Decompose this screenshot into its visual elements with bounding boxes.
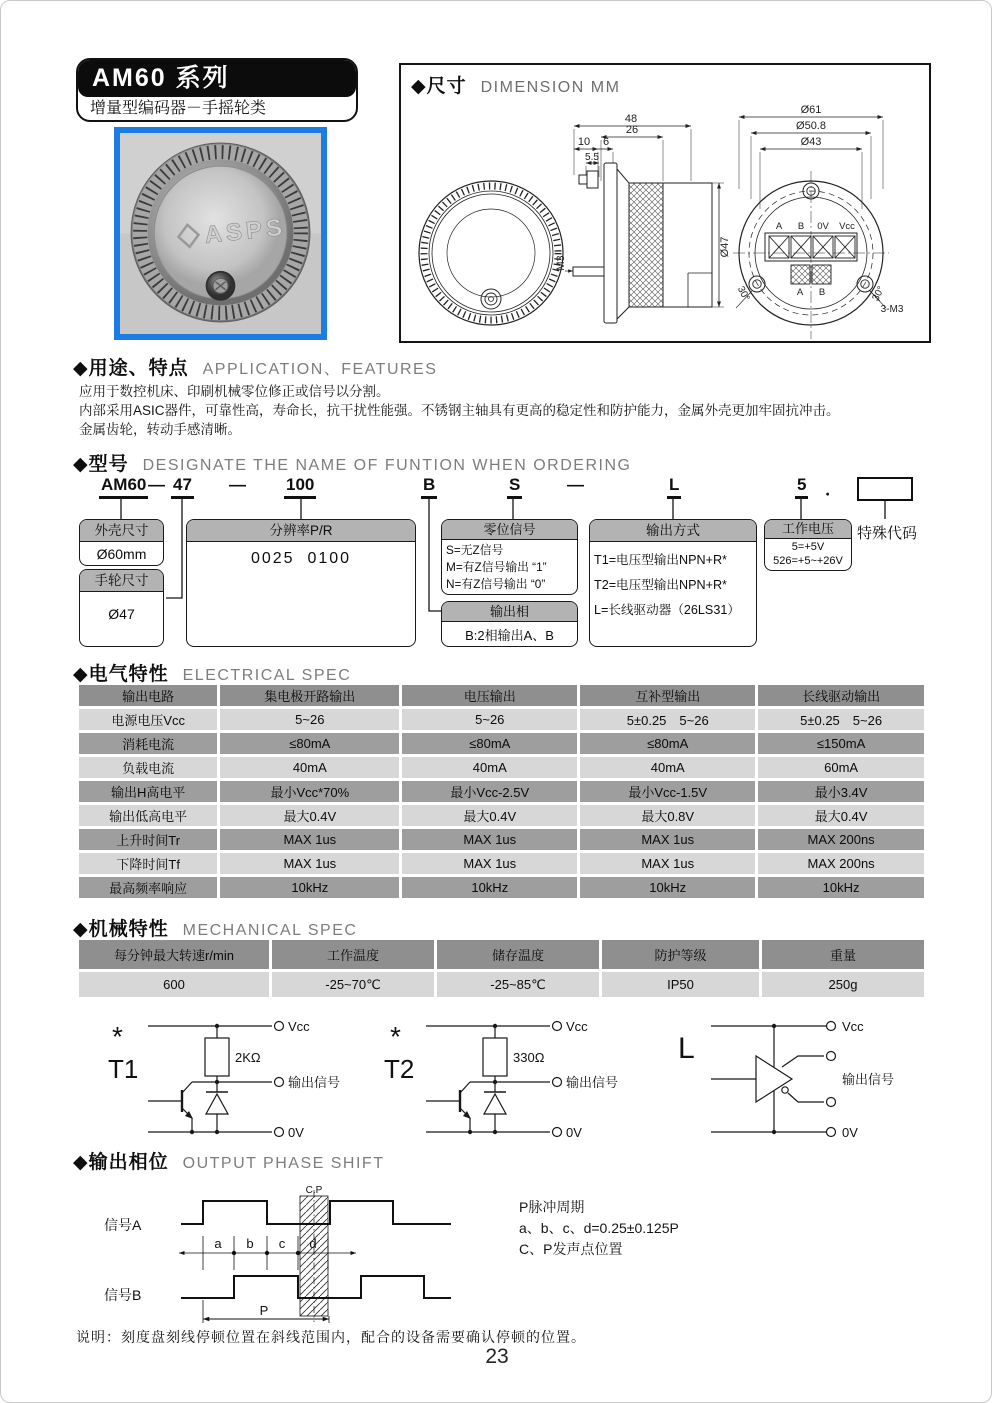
signal-a-label: 信号A — [104, 1217, 142, 1233]
ordering-box-voltage — [764, 519, 852, 571]
code-dash-1: — — [148, 475, 165, 494]
t2-label: T2 — [384, 1054, 415, 1084]
electrical-header-row — [79, 685, 924, 706]
cell: 60mA — [758, 757, 924, 778]
marker-d: d — [309, 1236, 317, 1251]
table-row — [79, 781, 924, 802]
cell: 最大0.8V — [580, 805, 755, 826]
cell: MAX 1us — [402, 829, 577, 850]
zero-option-n: N=有Z信号输出 “0” — [446, 577, 546, 591]
dim-d61: Ø61 — [800, 104, 822, 116]
cell: IP50 — [602, 972, 759, 997]
code-seg-zero: S — [507, 475, 522, 499]
electrical-heading-en: ELECTRICAL SPEC — [182, 667, 352, 684]
cell: MAX 1us — [220, 853, 399, 874]
l-label: L — [678, 1032, 695, 1065]
t2-gnd-label: 0V — [566, 1125, 582, 1140]
special-code-box — [857, 477, 913, 501]
cell: 上升时间Tr — [79, 829, 217, 850]
code-seg-voltage: 5 — [795, 475, 808, 499]
terminal-label-a: A — [775, 221, 783, 232]
marker-b: b — [246, 1236, 254, 1251]
cell: MAX 1us — [220, 829, 399, 850]
t2-vcc-label: Vcc — [566, 1019, 588, 1034]
code-dot: ． — [825, 480, 842, 499]
t2-star: * — [390, 1021, 401, 1052]
marker-c: c — [278, 1236, 286, 1251]
t1-label: T1 — [108, 1054, 139, 1084]
cell: -25~85℃ — [437, 972, 599, 997]
cell: ≤80mA — [402, 733, 577, 754]
l-vcc-label: Vcc — [842, 1019, 864, 1034]
dimension-drawing — [403, 67, 929, 341]
t1-output-label: 输出信号 — [288, 1075, 341, 1090]
cell: 最小Vcc*70% — [220, 781, 399, 802]
cell: 最小3.4V — [758, 781, 924, 802]
cell: 互补型输出 — [580, 685, 755, 706]
application-text — [79, 382, 934, 439]
t1-vcc-label: Vcc — [288, 1019, 310, 1034]
shell-box-title: 外壳尺寸 — [80, 520, 163, 542]
t1-star: * — [112, 1021, 123, 1052]
electrical-table — [76, 682, 927, 901]
cell: MAX 200ns — [758, 853, 924, 874]
shell-box-value: Ø60mm — [96, 546, 147, 562]
zero-box-title: 零位信号 — [442, 520, 577, 540]
cell: 电源电压Vcc — [79, 709, 217, 730]
t1-gnd-label: 0V — [288, 1125, 304, 1140]
dim-d47: Ø47 — [719, 236, 731, 258]
cell: 长线驱动输出 — [758, 685, 924, 706]
cell: ≤150mA — [758, 733, 924, 754]
cell: 每分钟最大转速r/min — [79, 940, 269, 969]
code-dash-3: — — [567, 475, 584, 494]
period-label: P — [259, 1303, 269, 1318]
code-dash-2: — — [229, 475, 246, 494]
cell: -25~70℃ — [272, 972, 434, 997]
cell: 40mA — [580, 757, 755, 778]
ordering-heading-cn: ◆型号 — [73, 454, 129, 475]
cell: 储存温度 — [437, 940, 599, 969]
cell: 最小Vcc-2.5V — [402, 781, 577, 802]
special-code-label: 特殊代码 — [857, 525, 918, 542]
ordering-box-output — [589, 519, 757, 647]
l-output-label: 输出信号 — [842, 1072, 895, 1087]
mechanical-heading-cn: ◆机械特性 — [73, 919, 169, 940]
mechanical-heading-en: MECHANICAL SPEC — [182, 922, 358, 939]
series-title: AM60 系列 — [78, 60, 356, 97]
phase-waveform — [96, 1184, 536, 1329]
cell: 600 — [79, 972, 269, 997]
table-row — [79, 829, 924, 850]
dim-m3: M3 — [555, 255, 567, 271]
cell: 消耗电流 — [79, 733, 217, 754]
ordering-heading-en: DESIGNATE THE NAME OF FUNTION WHEN ORDERING — [142, 457, 632, 474]
cell: 最大0.4V — [758, 805, 924, 826]
zero-option-s: S=无Z信号 — [446, 543, 504, 557]
cell: 集电极开路输出 — [220, 685, 399, 706]
handwheel-photo-drawing — [120, 133, 321, 334]
dim-26: 26 — [625, 124, 639, 136]
terminal-block — [769, 236, 855, 284]
dim-d43: Ø43 — [800, 136, 822, 148]
cell: 5~26 — [220, 709, 399, 730]
cell: MAX 1us — [580, 853, 755, 874]
wheel-box-title: 手轮尺寸 — [80, 570, 163, 592]
cell: 5~26 — [402, 709, 577, 730]
cell: 10kHz — [758, 877, 924, 898]
photo-logo-text: ASPS — [203, 213, 288, 250]
cp-label: C.P — [305, 1185, 323, 1196]
ordering-box-shell — [79, 519, 164, 566]
cell: 最大0.4V — [402, 805, 577, 826]
dim-10: 10 — [577, 136, 591, 148]
phase-note-1: P脉冲周期 — [519, 1199, 585, 1215]
electrical-heading-cn: ◆电气特性 — [73, 664, 169, 685]
product-photo — [114, 127, 327, 340]
ordering-box-zero — [441, 519, 578, 595]
cell: 250g — [762, 972, 924, 997]
voltage-option-526: 526=+5~+26V — [773, 555, 843, 567]
cell: 5±0.25 5~26 — [758, 709, 924, 730]
cell: 10kHz — [402, 877, 577, 898]
circuit-t2 — [374, 1014, 634, 1144]
code-seg-series: AM60 — [99, 475, 148, 499]
application-heading-cn: ◆用途、特点 — [73, 358, 189, 379]
cell: 电压输出 — [402, 685, 577, 706]
cell: 最小Vcc-1.5V — [580, 781, 755, 802]
cell: 40mA — [402, 757, 577, 778]
code-seg-resolution: 100 — [284, 475, 316, 499]
angle-label-right: 30° — [870, 284, 888, 304]
cell: 工作温度 — [272, 940, 434, 969]
cell: ≤80mA — [580, 733, 755, 754]
dimension-heading-cn: ◆尺寸 — [411, 76, 467, 97]
output-option-t2: T2=电压型输出NPN+R* — [594, 578, 727, 592]
application-line-3: 金属齿轮，转动手感清晰。 — [79, 422, 241, 437]
cell: 输出H高电平 — [79, 781, 217, 802]
dimension-heading-en: DIMENSION MM — [480, 79, 621, 96]
cell: 最大0.4V — [220, 805, 399, 826]
cell: MAX 1us — [580, 829, 755, 850]
marker-a: a — [214, 1236, 222, 1251]
resolution-box-title: 分辨率P/R — [187, 520, 415, 542]
cell: 5±0.25 5~26 — [580, 709, 755, 730]
application-heading-en: APPLICATION、FEATURES — [202, 361, 438, 378]
t1-resistor-value: 2KΩ — [235, 1050, 261, 1065]
table-row — [79, 877, 924, 898]
footer-note: 说明：刻度盘刻线停顿位置在斜线范围内，配合的设备需要确认停顿的位置。 — [76, 1329, 586, 1345]
ordering-box-resolution — [186, 519, 416, 647]
cell: 40mA — [220, 757, 399, 778]
code-seg-output: L — [667, 475, 681, 499]
circuit-l — [656, 1014, 946, 1144]
dim-5-5: 5.5 — [585, 152, 599, 163]
code-seg-shell: 47 — [171, 475, 194, 499]
phase-note-2: a、b、c、d=0.25±0.125P — [519, 1220, 679, 1236]
terminal-label-vcc: Vcc — [839, 221, 855, 232]
cell: 输出电路 — [79, 685, 217, 706]
output-box-title: 输出方式 — [590, 520, 756, 542]
wheel-box-value: Ø47 — [108, 606, 135, 622]
table-row — [79, 709, 924, 730]
series-title-badge — [76, 58, 358, 122]
phase-heading-en: OUTPUT PHASE SHIFT — [182, 1155, 385, 1172]
mechanical-header-row — [79, 940, 924, 969]
signal-b-label: 信号B — [104, 1287, 142, 1303]
angle-label-left: 30° — [734, 284, 752, 304]
table-row — [79, 757, 924, 778]
terminal2-label-a: A — [796, 287, 804, 298]
terminal-label-b: B — [797, 221, 805, 232]
mechanical-value-row — [79, 972, 924, 997]
cell: MAX 200ns — [758, 829, 924, 850]
phase-note-3: C、P发声点位置 — [519, 1241, 623, 1257]
dim-3m3: 3-M3 — [880, 304, 904, 315]
t2-output-label: 输出信号 — [566, 1075, 619, 1090]
circuit-t1 — [96, 1014, 356, 1144]
phase-box-value: B:2相输出A、B — [465, 628, 554, 643]
phase-notes — [519, 1197, 679, 1260]
rear-view — [733, 117, 889, 339]
voltage-option-5: 5=+5V — [791, 541, 825, 553]
ordering-box-phase — [441, 601, 578, 647]
cell: MAX 1us — [402, 853, 577, 874]
zero-option-m: M=有Z信号输出 “1” — [446, 560, 547, 574]
terminal-label-0v: 0V — [817, 221, 829, 232]
phase-box-title: 输出相 — [442, 602, 577, 622]
voltage-box-title: 工作电压 — [765, 520, 851, 539]
cell: 防护等级 — [602, 940, 759, 969]
table-row — [79, 853, 924, 874]
cell: 负载电流 — [79, 757, 217, 778]
cell: 重量 — [762, 940, 924, 969]
output-option-l: L=长线驱动器（26LS31） — [594, 603, 740, 617]
dim-d50-8: Ø50.8 — [796, 120, 826, 132]
code-seg-phase: B — [421, 475, 437, 499]
front-view — [419, 181, 563, 325]
t2-resistor-value: 330Ω — [513, 1050, 545, 1065]
output-option-t1: T1=电压型输出NPN+R* — [594, 553, 727, 567]
application-line-1: 应用于数控机床、印刷机械零位修正或信号以分割。 — [79, 384, 390, 399]
page-number: 23 — [485, 1345, 509, 1368]
cell: 10kHz — [580, 877, 755, 898]
cell: ≤80mA — [220, 733, 399, 754]
resolution-box-value: 0025 0100 — [250, 550, 352, 567]
table-row — [79, 733, 924, 754]
cell: 输出低高电平 — [79, 805, 217, 826]
cell: 下降时间Tf — [79, 853, 217, 874]
l-gnd-label: 0V — [842, 1125, 858, 1140]
cell: 10kHz — [220, 877, 399, 898]
application-line-2: 内部采用ASIC器件，可靠性高，寿命长，抗干扰性能强。不锈钢主轴具有更高的稳定性和防护能力，金属外壳更加牢固抗冲击。 — [79, 403, 840, 418]
dim-6: 6 — [602, 136, 610, 148]
table-row — [79, 805, 924, 826]
dim-48: 48 — [624, 113, 638, 125]
phase-heading-cn: ◆输出相位 — [73, 1152, 169, 1173]
ordering-box-wheel — [79, 569, 164, 647]
dimension-panel — [399, 63, 931, 343]
mechanical-table — [76, 937, 927, 1000]
cell: 最高频率响应 — [79, 877, 217, 898]
terminal2-label-b: B — [818, 287, 826, 298]
series-subtitle: 增量型编码器－手摇轮类 — [90, 100, 267, 117]
